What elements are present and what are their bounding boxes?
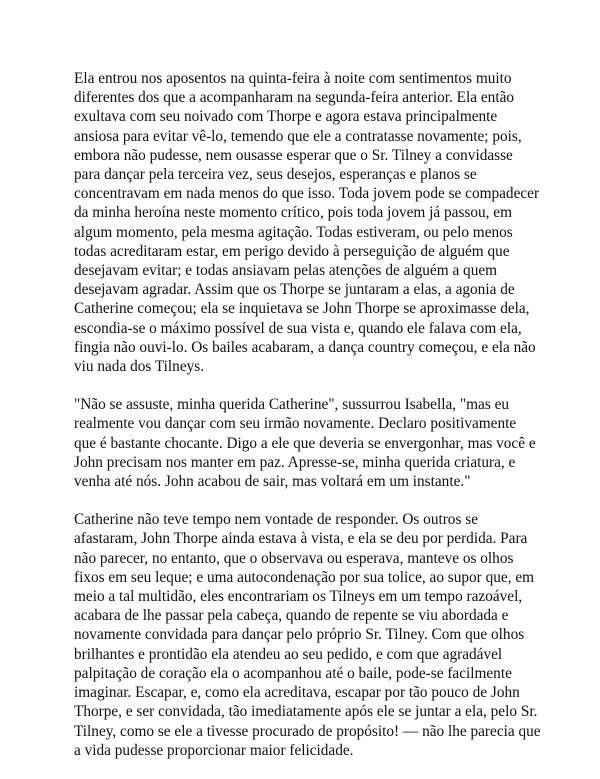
paragraph-2: "Não se assuste, minha querida Catherine", sussurrou Isabella, "mas eu realmente vou dançar com seu irmão novamente. Declaro positivamente que é bastante chocante. Digo a ele que deveria se envergonhar, mas você e John precisam nos manter em paz. Apresse-se, minha querida criatura, e venha até nós. John acabou de sair, mas voltará em um instante."	[74, 396, 536, 491]
paragraph-3: Catherine não teve tempo nem vontade de responder. Os outros se afastaram, John Thorpe ainda estava à vista, e ela se deu por perdida. Para não parecer, no entanto, que o observava ou esperava, manteve os olhos fixos em seu leque; e uma autocondenação por sua tolice, ao supor que, em meio a tal multidão, eles encontrariam os Tilneys em um tempo razoável, acabara de lhe passar pela cabeça, quando de repente se viu abordada e novamente convidada para dançar pelo próprio Sr. Tilney. Com que olhos brilhantes e prontidão ela atendeu ao seu pedido, e com que agradável palpitação de coração ela o acompanhou até o baile, pode-se facilmente imaginar. Escapar, e, como ela acreditava, escapar por tão pouco de John Thorpe, e ser convidada, tão imediatamente após ele se juntar a ela, pelo Sr. Tilney, como se ele a tivesse procurado de propósito! — não lhe parecia que a vida pudesse proporcionar maior felicidade.	[74, 511, 541, 759]
document-page	[74, 69, 552, 779]
paragraph-1: Ela entrou nos aposentos na quinta-feira à noite com sentimentos muito diferentes dos que a acompanharam na segunda-feira anterior. Ela então exultava com seu noivado com Thorpe e agora estava principalmente ansiosa para evitar vê-lo, temendo que ele a contratasse novamente; pois, embora não pudesse, nem ousasse esperar que o Sr. Tilney a convidasse para dançar pela terceira vez, seus desejos, esperanças e planos se concentravam em nada menos do que isso. Toda jovem pode se compadecer da minha heroína neste momento crítico, pois toda jovem já passou, em algum momento, pela mesma agitação. Todas estiveram, ou pelo menos todas acreditaram estar, em perigo devido à perseguição de alguém que desejavam evitar; e todas ansiavam pelas atenções de alguém a quem desejavam agradar. Assim que os Thorpe se juntaram a elas, a agonia de Catherine começou; ela se inquietava se John Thorpe se aproximasse dela, escondia-se o máximo possível de sua vista e, quando ele falava com ela, fingia não ouvi-lo. Os bailes acabaram, a dança country começou, e ela não viu nada dos Tilneys.	[74, 70, 540, 376]
